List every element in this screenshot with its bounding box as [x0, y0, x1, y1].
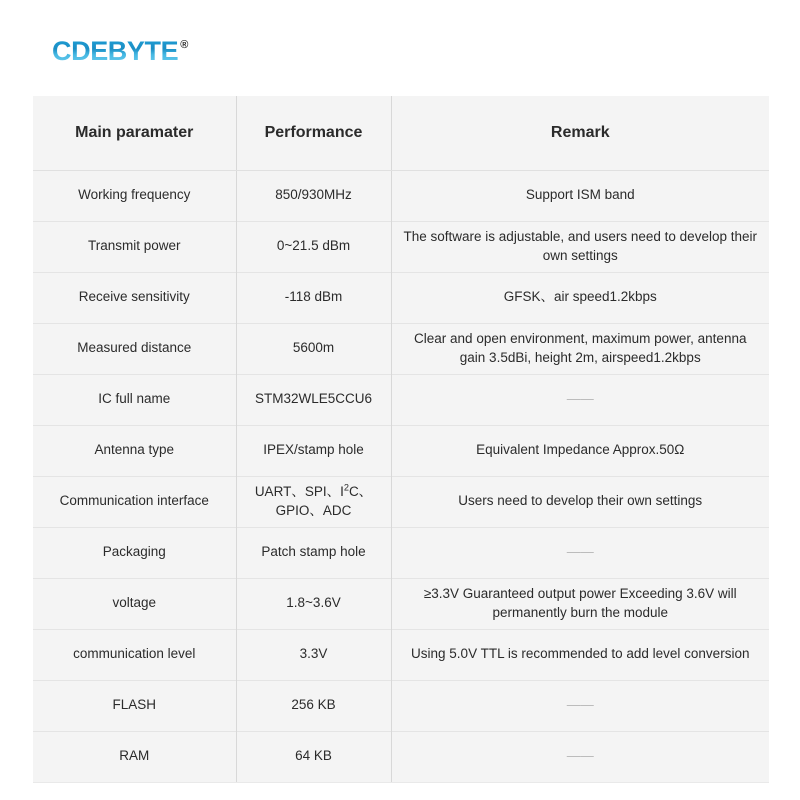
table-header — [33, 96, 769, 170]
table-row — [33, 323, 769, 374]
cell-performance: -118 dBm — [236, 272, 391, 323]
cell-remark-empty: —— — [391, 731, 769, 782]
column-header-parameter: Main paramater — [33, 96, 236, 170]
cell-parameter: Communication interface — [33, 476, 236, 527]
cell-performance: 3.3V — [236, 629, 391, 680]
cell-remark-empty: —— — [391, 527, 769, 578]
cell-parameter: RAM — [33, 731, 236, 782]
cell-parameter: IC full name — [33, 374, 236, 425]
table-row — [33, 272, 769, 323]
cell-parameter: FLASH — [33, 680, 236, 731]
cell-remark: Using 5.0V TTL is recommended to add level conversion — [391, 629, 769, 680]
cell-performance: Patch stamp hole — [236, 527, 391, 578]
cell-performance: 1.8~3.6V — [236, 578, 391, 629]
cell-parameter: Working frequency — [33, 170, 236, 221]
cell-remark-empty: —— — [391, 680, 769, 731]
cdebyte-logo — [52, 38, 188, 65]
cell-remark-empty: —— — [391, 374, 769, 425]
table-body — [33, 170, 769, 782]
table-row — [33, 425, 769, 476]
cell-performance: 850/930MHz — [236, 170, 391, 221]
table-row — [33, 680, 769, 731]
table-row — [33, 476, 769, 527]
cell-remark: Support ISM band — [391, 170, 769, 221]
cell-parameter: Measured distance — [33, 323, 236, 374]
column-header-remark: Remark — [391, 96, 769, 170]
table-row — [33, 374, 769, 425]
cell-performance: STM32WLE5CCU6 — [236, 374, 391, 425]
table-header-row — [33, 96, 769, 170]
cell-parameter: Receive sensitivity — [33, 272, 236, 323]
cell-remark: ≥3.3V Guaranteed output power Exceeding 3.6V will permanently burn the module — [391, 578, 769, 629]
cell-parameter: communication level — [33, 629, 236, 680]
table-row — [33, 578, 769, 629]
cell-parameter: Antenna type — [33, 425, 236, 476]
specification-table — [33, 96, 769, 783]
registered-trademark-icon: ® — [180, 39, 189, 51]
cell-parameter: voltage — [33, 578, 236, 629]
table-row — [33, 527, 769, 578]
cell-remark: Clear and open environment, maximum power, antenna gain 3.5dBi, height 2m, airspeed1.2kbps — [391, 323, 769, 374]
cell-performance: 256 KB — [236, 680, 391, 731]
table-row — [33, 731, 769, 782]
cell-remark: Users need to develop their own settings — [391, 476, 769, 527]
cell-performance: 0~21.5 dBm — [236, 221, 391, 272]
cell-performance: UART、SPI、$I^2C$、GPIO、ADC — [236, 476, 391, 527]
cell-performance: 5600m — [236, 323, 391, 374]
column-header-performance: Performance — [236, 96, 391, 170]
cell-parameter: Transmit power — [33, 221, 236, 272]
table-row — [33, 221, 769, 272]
cell-parameter: Packaging — [33, 527, 236, 578]
cell-performance: 64 KB — [236, 731, 391, 782]
table-row — [33, 170, 769, 221]
table-row — [33, 629, 769, 680]
cell-remark: The software is adjustable, and users need to develop their own settings — [391, 221, 769, 272]
cell-remark: GFSK、air speed1.2kbps — [391, 272, 769, 323]
cell-performance: IPEX/stamp hole — [236, 425, 391, 476]
cell-remark: Equivalent Impedance Approx.50Ω — [391, 425, 769, 476]
brand-name: CDEBYTE — [52, 36, 179, 66]
